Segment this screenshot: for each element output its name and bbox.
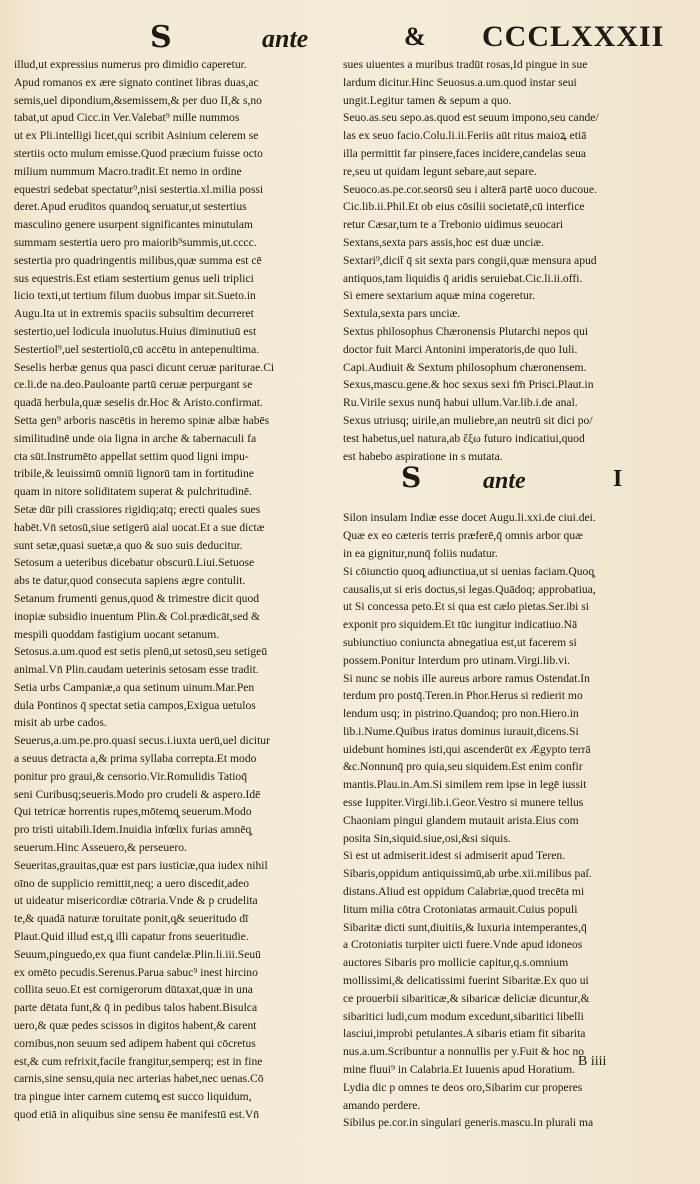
text-line: Si emere sextarium aquæ mina cogeretur. bbox=[343, 289, 535, 303]
text-line: masculino genere usurpent significantes minutulam bbox=[14, 218, 253, 232]
left-column bbox=[14, 56, 336, 1124]
text-line: Sexus utriusq; uirile,an muliebre,an neutrū sit dici po/ bbox=[343, 413, 593, 427]
text-line: seuerum.Hinc Asseuero,& perseuero. bbox=[14, 841, 187, 855]
text-line: uidebunt homines isti,qui ascenderūt ex Ægypto terrā bbox=[343, 742, 591, 756]
header-initial-letter: S bbox=[150, 20, 172, 55]
text-line: te,& quadā naturæ toruitate ponit,q̧& seueritudo dī bbox=[14, 912, 249, 926]
text-line: carnis,sine sensu,quia nec arterias habet,nec uenas.Cō bbox=[14, 1072, 264, 1086]
text-line: Plaut.Quid illud est,q̧ illi capatur frons seueritudie. bbox=[14, 930, 249, 944]
text-line: mine fluui⁹ in Calabria.Et Iuuenis apud Horatium. bbox=[343, 1063, 575, 1077]
text-line: sus equestris.Est etiam sestertium genus ueli triplici bbox=[14, 271, 254, 285]
text-line: terdum pro postq̄.Teren.in Phor.Herus si redierit mo bbox=[343, 689, 583, 703]
text-line: licio texti,ut tertium filum duobus impar sit.Sueto.in bbox=[14, 289, 256, 303]
text-line: amando perdere. bbox=[343, 1098, 421, 1112]
text-line: mespili quoddam fastigium uocant setanum. bbox=[14, 627, 220, 641]
text-line: Ru.Virile sexus nunq̄ habui ullum.Var.lib.i.de anal. bbox=[343, 396, 578, 410]
text-line: ce.li.de na.deo.Pauloante partū ceruæ perpurgant se bbox=[14, 378, 253, 392]
text-line: antiquos,tam liquidis q̄ aridis seruiebat.Cic.li.ii.offi. bbox=[343, 271, 583, 285]
text-line: Seselis herbæ genus qua pasci dicunt ceruæ pariturae.Ci bbox=[14, 360, 275, 374]
text-line: ut Si concessa peto.Et si qua est cælo pietas.Ser.ibi si bbox=[343, 600, 590, 614]
text-line: habēt.Vn̄ setosū,siue setigerū aial uocat.Et a sue dictæ bbox=[14, 520, 265, 534]
text-line: lendum usq; in pistrino.Quandoq; pro non.Hiero.in bbox=[343, 707, 579, 721]
text-line: stertiis octo mulum emisse.Quod præcium fuisse octo bbox=[14, 146, 263, 160]
text-line: sibaritici ludi,cum modum excedunt,sibaritici libelli bbox=[343, 1009, 584, 1023]
text-line: a Crotoniatis turpiter uicti fuere.Vnde apud idoneos bbox=[343, 938, 583, 952]
right-column bbox=[343, 56, 688, 1132]
section-initial-letter: S bbox=[401, 461, 422, 495]
text-line: posita Sin,siquid.siue,osi,&si siquis. bbox=[343, 831, 511, 845]
header-sign: & bbox=[404, 22, 426, 51]
text-line: re,seu ut quidam legunt sebare,aut separe. bbox=[343, 164, 537, 178]
text-line: a seuus detracta a,& prima syllaba correpta.Et modo bbox=[14, 752, 257, 766]
text-line: abs te datur,quod consecuta sapiens ægre contulit. bbox=[14, 574, 246, 588]
text-line: ut ex Pli.intelligi licet,qui scribit Asinium celerem se bbox=[14, 129, 259, 143]
text-line: quadā herbula,quæ seselis dr.Hoc & Aristo.confirmat. bbox=[14, 396, 263, 410]
text-line: ponitur pro graui,& censorio.Vir.Romulidis Tatioq̄ bbox=[14, 769, 248, 783]
text-line: ex omēto pecudis.Serenus.Parua sabuc⁹ inest hircino bbox=[14, 965, 258, 979]
text-line: sunt setæ,quasi suetæ,a quo & suo suis deducitur. bbox=[14, 538, 243, 552]
text-line: cornibus,non seuum sed adipem habent qui cōcretus bbox=[14, 1036, 256, 1050]
text-line: test habetus,uel natura,ab ἕξω futuro indicatiui,quod bbox=[343, 431, 585, 445]
text-line: Seuoco.as.pe.cor.seorsū seu i alterā partē uoco ducoue. bbox=[343, 182, 598, 196]
text-line: misit ab urbe cados. bbox=[14, 716, 107, 730]
text-line: Apud romanos ex ære signato continet libras duas,ac bbox=[14, 75, 259, 89]
text-line: Sextus philosophus Chæronensis Plutarchi nepos qui bbox=[343, 324, 589, 338]
text-line: quod etiā in aliquibus sine sensu ēe manifestū est.Vn̄ bbox=[14, 1108, 260, 1122]
text-line: nus.a.um.Scribuntur a nonnullis per y.Fuit & hoc no bbox=[343, 1045, 585, 1059]
text-line: Silon insulam Indiæ esse docet Augu.li.xxi.de ciui.dei. bbox=[343, 511, 596, 525]
signature-mark: B iiii bbox=[578, 1054, 607, 1069]
text-line: Lydia dic p omnes te deos oro,Sibarim cur properes bbox=[343, 1080, 583, 1094]
text-line: Setæ dūr pili crassiores rigidiq;atq; erecti quales sues bbox=[14, 502, 261, 516]
header-word: ante bbox=[262, 24, 309, 53]
right-column-top-text bbox=[343, 56, 688, 465]
text-line: est habebo aspiratione in s mutata. bbox=[343, 449, 503, 463]
text-line: Setia urbs Campaniæ,a qua setinum uinum.Mar.Pen bbox=[14, 680, 255, 694]
text-line: illa permittit far pinsere,faces incidere,candelas seua bbox=[343, 146, 587, 160]
text-line: Sestertiol⁹,uel sestertiolū,cū accētu in antepenultima. bbox=[14, 342, 260, 356]
text-line: auctores Sibaris pro mollicie capitur,q.s.omnium bbox=[343, 956, 569, 970]
text-line: ungit.Legitur tamen & sepum a quo. bbox=[343, 93, 512, 107]
text-line: Setosum a ueteribus dicebatur obscurū.Liui.Setuose bbox=[14, 556, 255, 570]
text-line: similitudinē unde oia ligna in arche & tabernaculi fa bbox=[14, 431, 257, 445]
section-heading bbox=[343, 461, 688, 507]
text-line: retur Cæsar,tum te a Trebonio uidimus seuocari bbox=[343, 218, 564, 232]
text-line: est,& cum refrixit,facile frangitur,semperq; est in fine bbox=[14, 1054, 263, 1068]
text-line: in ea gignitur,nunq̄ foliis nudatur. bbox=[343, 546, 498, 560]
text-line: ut uideatur misericordiæ cōtraria.Vnde & p crudelita bbox=[14, 894, 258, 908]
text-line: Setanum frumenti genus,quod & trimestre dicit quod bbox=[14, 591, 260, 605]
text-line: las ex seuo facio.Colu.li.ii.Feriis aūt ritus maioꝝ etiā bbox=[343, 129, 587, 143]
text-line: Seuerus,a.um.pe.pro.quasi secus.i.iuxta uerū,uel dicitur bbox=[14, 734, 270, 748]
text-line: Si nunc se nobis ille aureus arbore ramus Ostendat.In bbox=[343, 671, 590, 685]
folio-number: CCCLXXXII bbox=[482, 20, 665, 53]
text-line: Seuum,pinguedo,ex qua fiunt candelæ.Plin.li.iii.Seuū bbox=[14, 947, 261, 961]
text-line: mantis.Plau.in.Am.Si similem rem ipse in legē iussit bbox=[343, 778, 587, 792]
text-line: inopiæ subsidio inuentum Plin.& Col.prædicāt,sed & bbox=[14, 609, 261, 623]
text-line: semis,uel dipondium,&semissem,& per duo II,& s,no bbox=[14, 93, 262, 107]
text-line: Quæ ex eo cæteris terris præferē,q̄ omnis arbor quæ bbox=[343, 529, 583, 543]
text-line: dula Pontinos q̄ spectat setia campos,Exigua uetulos bbox=[14, 698, 256, 712]
text-line: Qui tetricæ horrentis rupes,mōtemq̧ seuerum.Modo bbox=[14, 805, 252, 819]
text-line: Sexus,mascu.gene.& hoc sexus sexi fm̄ Prisci.Plaut.in bbox=[343, 378, 594, 392]
text-line: Cic.lib.ii.Phil.Et ob eius cōsilii societatē,cū interfice bbox=[343, 200, 585, 214]
text-line: Sibilus pe.cor.in singulari generis.mascu.In plurali ma bbox=[343, 1116, 594, 1130]
text-line: sestertia pro quadringentis milibus,quæ summa est cē bbox=[14, 253, 262, 267]
text-line: Setta gen⁹ arboris nascētis in heremo spinæ albæ habēs bbox=[14, 413, 270, 427]
text-line: illud,ut expressius numerus pro dimidio caperetur. bbox=[14, 58, 247, 71]
text-line: distans.Aliud est oppidum Calabriæ,quod trecēta mi bbox=[343, 885, 585, 899]
text-line: uero,& quæ pedes scissos in digitos habent,& carent bbox=[14, 1019, 257, 1033]
text-line: milium nummum Macro.tradit.Et nemo in ordine bbox=[14, 164, 242, 178]
text-line: Augu.Ita ut in extremis spaciis subsultim decurreret bbox=[14, 307, 254, 321]
text-line: Sextans,sexta pars assis,hoc est duæ unciæ. bbox=[343, 235, 544, 249]
text-line: parte dētata funt,& q̄ in pedibus talos habent.Bisulca bbox=[14, 1001, 258, 1015]
section-sign: I bbox=[613, 466, 623, 493]
text-line: causalis,ut si eris doctus,si legas.Quādoq; approbatiua, bbox=[343, 582, 596, 596]
text-line: cta sūt.Instrumēto appellat settim quod ligni impu- bbox=[14, 449, 249, 463]
section-word: ante bbox=[483, 468, 526, 495]
text-line: litum milia cōtra Crotoniatas armauit.Cuius populi bbox=[343, 902, 578, 916]
text-line: exponit pro siquidem.Et tūc iungitur indicatiuo.Nā bbox=[343, 618, 578, 632]
text-line: tra pingue inter carnem cutemq̧ est succo liquidum, bbox=[14, 1090, 252, 1104]
text-line: Si cōiunctio quoq̧ adiunctiua,ut si uenias faciam.Quoq̧ bbox=[343, 564, 595, 578]
text-line: Sibaritæ dicti sunt,diuitiis,& luxuria intemperantes,q̄ bbox=[343, 920, 587, 934]
text-line: oīno de supplicio remittit,neq; a uero discedit,adeo bbox=[14, 876, 250, 890]
text-line: pro tristi uitabili.Idem.Inuidia infœlix furias amnēq̧ bbox=[14, 823, 252, 837]
text-line: Sextari⁹,dicit̄ q̄ sit sexta pars congii,quæ mensura apud bbox=[343, 253, 597, 267]
text-line: tribile,& leuissimū omniū lignorū tam in fortitudine bbox=[14, 467, 254, 481]
text-line: lib.i.Nume.Quibus iratus dominus iurauit,dicens.Si bbox=[343, 724, 579, 738]
text-line: Seuo.as.seu sepo.as.quod est seuum impono,seu cande/ bbox=[343, 111, 599, 125]
text-line: &c.Nonnunq̄ pro quia,seu siquidem.Est enim confir bbox=[343, 760, 583, 774]
text-line: lasciui,improbi petulantes.A sibaris etiam fit sibarita bbox=[343, 1027, 586, 1041]
text-line: summam sestertia uero pro maiorib⁹summis,ut.cccc. bbox=[14, 235, 257, 249]
text-line: Capi.Audiuit & Sextum philosophum chæronensem. bbox=[343, 360, 587, 374]
text-line: Si est ut admiserit.idest si admiserit apud Teren. bbox=[343, 849, 566, 863]
text-line: deret.Apud eruditos quandoq̧ seruatur,ut sestertius bbox=[14, 200, 247, 214]
text-line: ce prouerbii sibariticæ,& sibaricæ deliciæ dicuntur,& bbox=[343, 991, 590, 1005]
text-line: collita seuo.Et est cornigerorum dūtaxat,quæ in una bbox=[14, 983, 253, 997]
text-line: possem.Ponitur Interdum pro utinam.Virgi.lib.vi. bbox=[343, 653, 571, 667]
text-line: tabat,ut apud Cicc.in Ver.Valebat⁹ mille nummos bbox=[14, 111, 240, 125]
text-line: equestri sedebat spectatur⁹,nisi sestertia.xl.milia possi bbox=[14, 182, 264, 196]
text-line: lardum dicitur.Hinc Seuosus.a.um.quod instar seui bbox=[343, 75, 577, 89]
text-line: Sibaris,oppidum antiquissimū,ab urbe.xii.milibus paſ. bbox=[343, 867, 592, 881]
running-header bbox=[0, 18, 700, 58]
text-line: doctor fuit Marci Antonini imperatoris,de quo Iuli. bbox=[343, 342, 578, 356]
text-line: Setosus.a.um.quod est setis plenū,ut setosū,seu setigeū bbox=[14, 645, 268, 659]
right-column-bottom-text bbox=[343, 509, 688, 1132]
text-line: quam in nitore soliditatem superat & pulchritudinē. bbox=[14, 485, 252, 499]
text-line: Chaoniam pingui glandem mutauit arista.Eius com bbox=[343, 813, 579, 827]
text-line: mollissimi,& delicatissimi fuerint Sibaritæ.Ex quo ui bbox=[343, 974, 589, 988]
text-line: Seueritas,grauitas,quæ est pars iusticiæ,qua iudex nihil bbox=[14, 858, 268, 872]
text-line: Sextula,sexta pars unciæ. bbox=[343, 307, 461, 321]
text-line: animal.Vn̄ Plin.caudam ueterinis setosam esse tradit. bbox=[14, 663, 259, 677]
text-line: sestertio,uel lodicula inuolutus.Huius diminutiuū est bbox=[14, 324, 257, 338]
text-line: esse Iuppiter.Virgi.lib.i.Geor.Vestro si munere tellus bbox=[343, 796, 584, 810]
text-line: sues uiuentes a muribus tradūt rosas,Id pingue in sue bbox=[343, 58, 588, 71]
text-line: seni Curibusq;seueris.Modo pro crudeli & aspero.Idē bbox=[14, 787, 261, 801]
text-line: subiunctiuo coniuncta abnegatiua est,ut facerem si bbox=[343, 635, 577, 649]
